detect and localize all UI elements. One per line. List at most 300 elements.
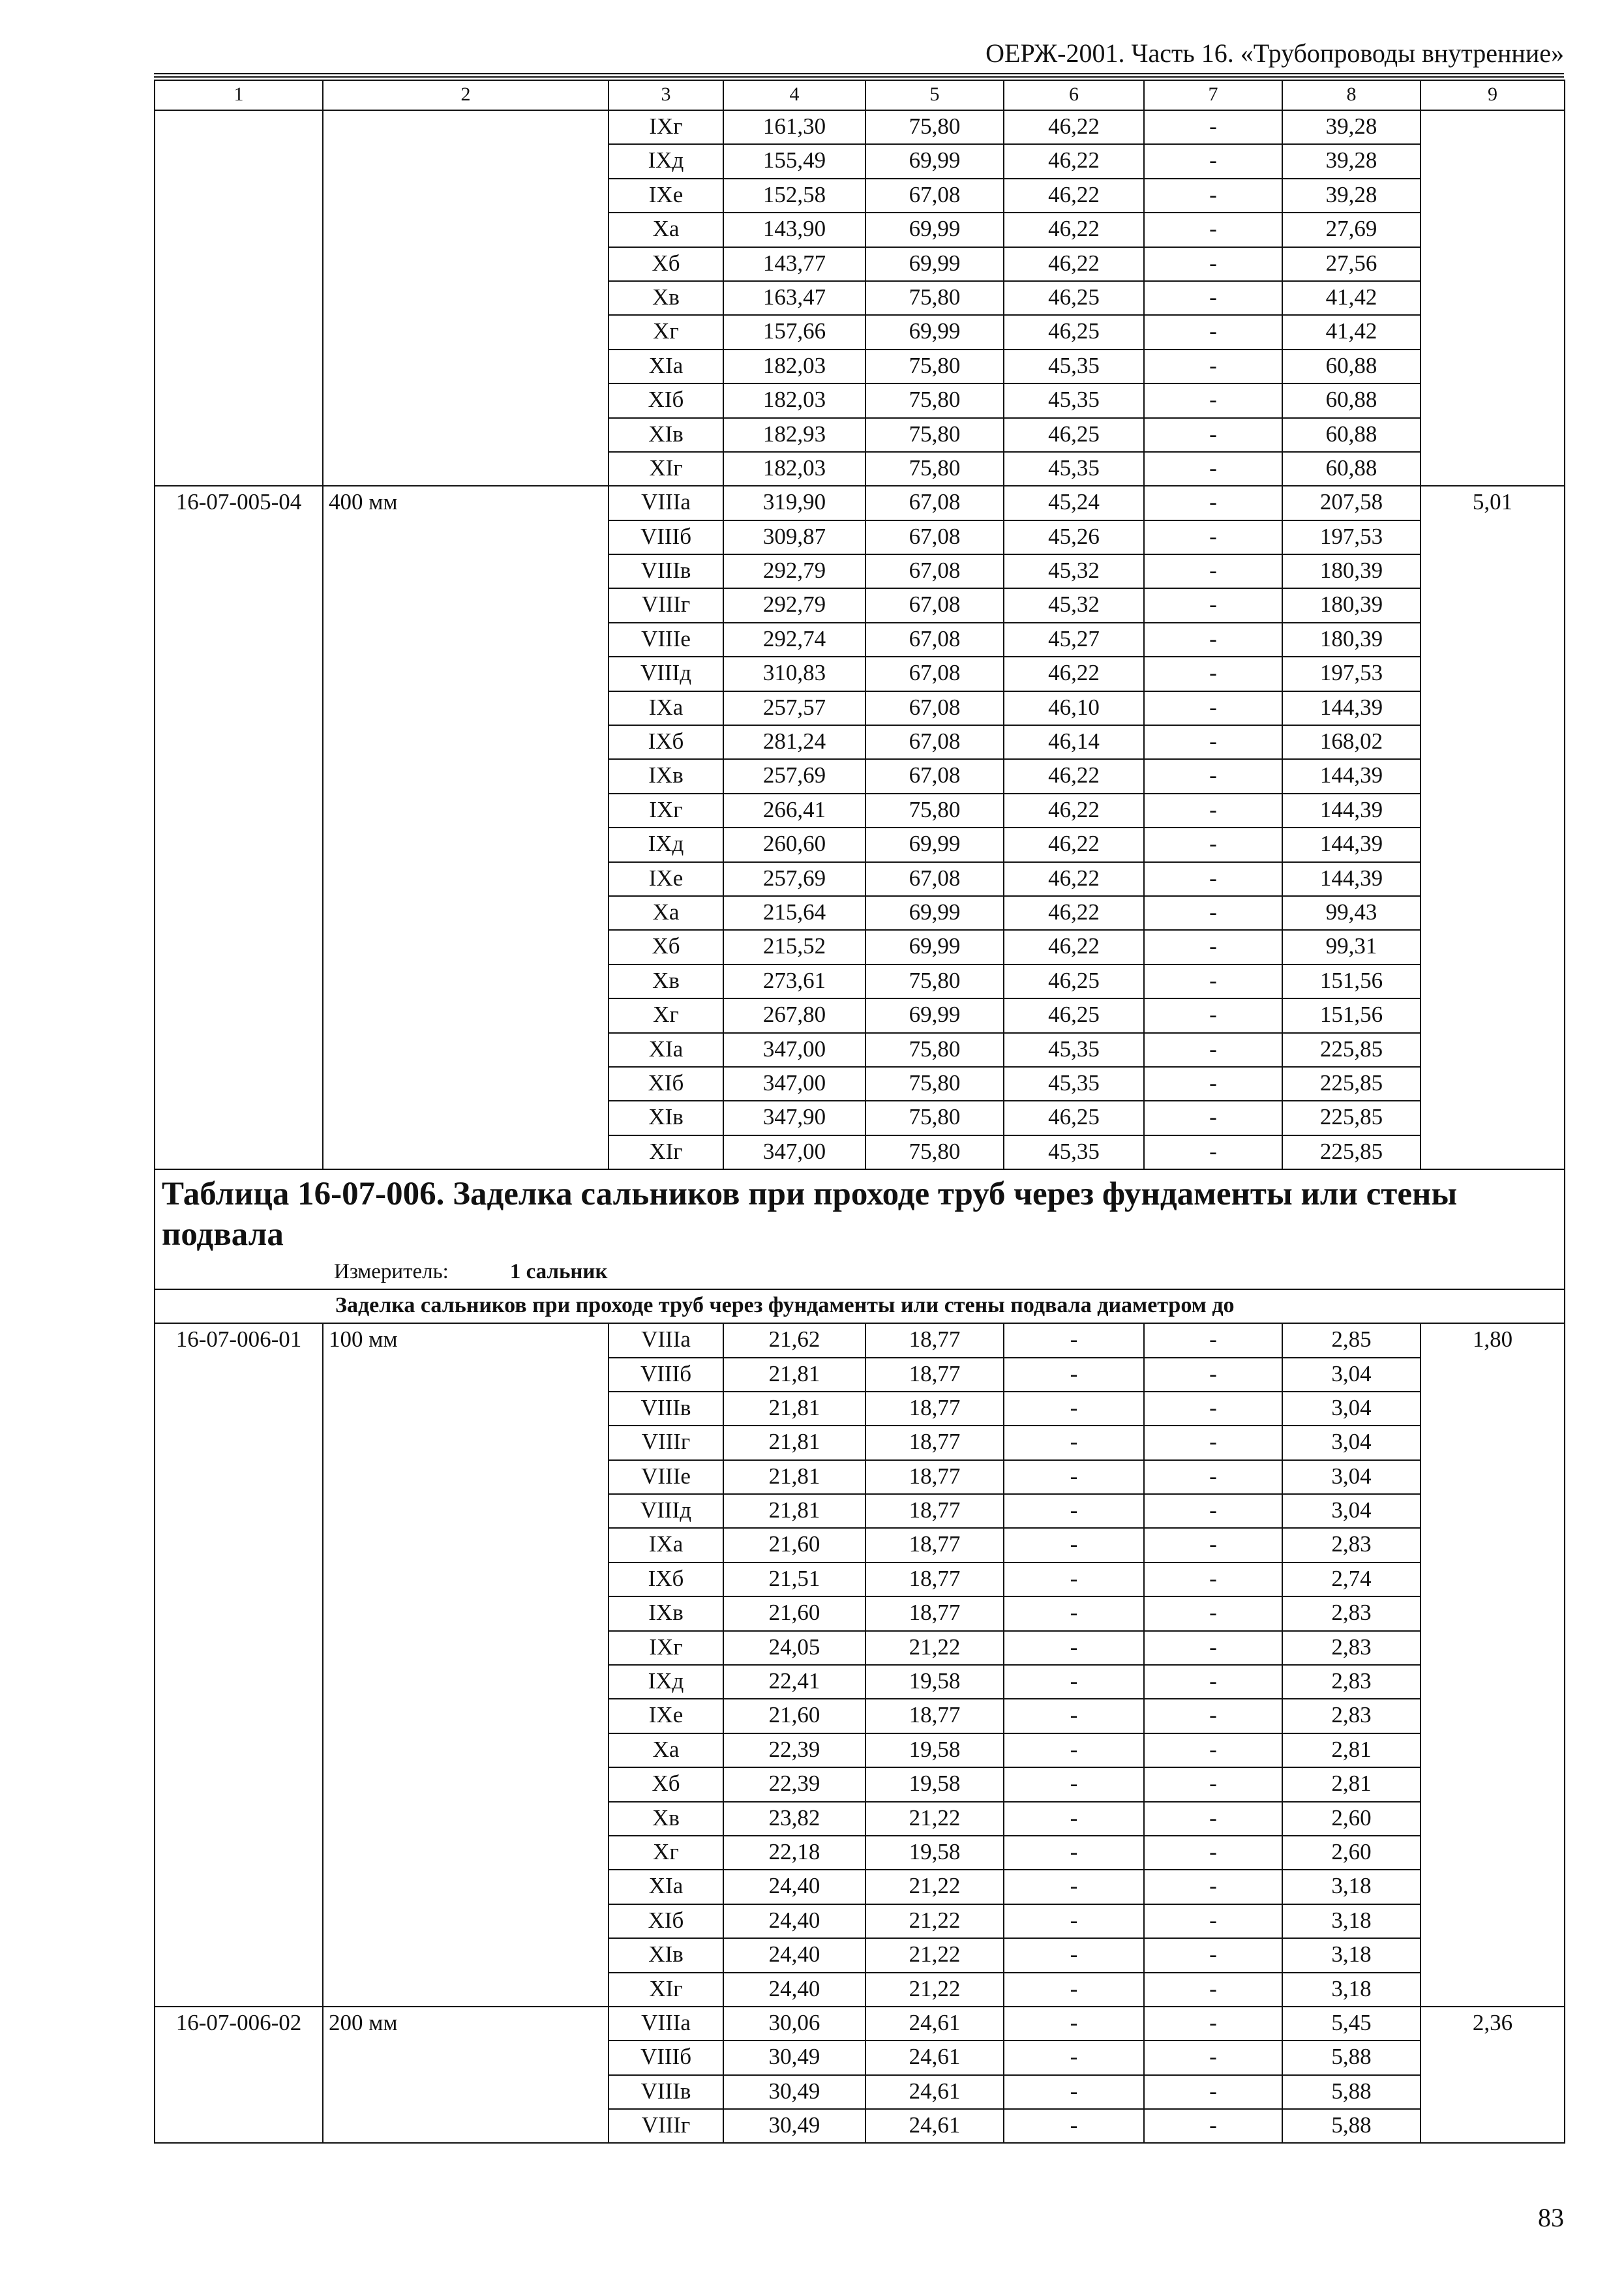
table-cell: -	[1144, 315, 1282, 349]
table-cell: -	[1004, 1460, 1144, 1494]
table-cell: 18,77	[865, 1596, 1004, 1630]
table-cell: 75,80	[865, 794, 1004, 828]
table-cell: 24,40	[723, 1938, 865, 1972]
table-cell: -	[1144, 2075, 1282, 2109]
table-cell: 18,77	[865, 1699, 1004, 1733]
table-cell: Xг	[609, 315, 723, 349]
column-number-row	[155, 80, 1565, 110]
table-cell: 46,22	[1004, 213, 1144, 247]
table-cell: -	[1144, 1101, 1282, 1135]
table-cell: 69,99	[865, 828, 1004, 861]
table-cell: 215,52	[723, 930, 865, 964]
table-cell: 21,22	[865, 1631, 1004, 1665]
table-cell: -	[1144, 862, 1282, 896]
table-row	[155, 2007, 1565, 2041]
table-cell: 67,08	[865, 179, 1004, 213]
norm-name: 100 мм	[323, 1323, 609, 2007]
table-cell: VIIIб	[609, 1358, 723, 1392]
section-title: Таблица 16-07-006. Заделка сальников при проходе труб через фундаменты или стены подвала	[162, 1176, 1458, 1253]
measure-line	[162, 1257, 1557, 1289]
table-cell: -	[1144, 691, 1282, 725]
table-cell: 2,83	[1282, 1596, 1421, 1630]
table-cell: VIIIв	[609, 2075, 723, 2109]
table-cell: 21,51	[723, 1563, 865, 1596]
table-cell: 257,69	[723, 759, 865, 793]
table-cell: Xб	[609, 930, 723, 964]
table-cell: -	[1144, 965, 1282, 998]
table-cell: 18,77	[865, 1426, 1004, 1459]
page-header-title: ОЕРЖ-2001. Часть 16. «Трубопроводы внутренние»	[985, 38, 1564, 68]
table-cell: 292,79	[723, 554, 865, 588]
table-cell: -	[1144, 657, 1282, 691]
table-cell: 21,22	[865, 1802, 1004, 1836]
table-cell: -	[1004, 1938, 1144, 1972]
table-cell: -	[1144, 520, 1282, 554]
table-cell: VIIIг	[609, 588, 723, 622]
table-cell: -	[1004, 2109, 1144, 2143]
table-cell: 45,24	[1004, 486, 1144, 520]
table-cell: -	[1144, 554, 1282, 588]
table-cell: XIa	[609, 350, 723, 383]
table-cell: 46,25	[1004, 998, 1144, 1032]
table-cell: 21,81	[723, 1460, 865, 1494]
table-cell: -	[1144, 110, 1282, 144]
norm-name	[323, 110, 609, 486]
table-cell: 3,04	[1282, 1460, 1421, 1494]
table-cell: 19,58	[865, 1733, 1004, 1767]
subheader-row	[155, 1289, 1565, 1323]
norm-col9-value: 1,80	[1421, 1323, 1565, 2007]
table-cell: 69,99	[865, 930, 1004, 964]
column-number: 2	[323, 80, 609, 110]
table-cell: -	[1144, 1802, 1282, 1836]
norm-name: 200 мм	[323, 2007, 609, 2144]
table-cell: 197,53	[1282, 520, 1421, 554]
table-cell: 39,28	[1282, 144, 1421, 178]
table-cell: 39,28	[1282, 110, 1421, 144]
table-cell: -	[1144, 418, 1282, 452]
table-cell: IXв	[609, 1596, 723, 1630]
table-cell: 46,22	[1004, 828, 1144, 861]
table-cell: -	[1144, 2041, 1282, 2074]
table-cell: VIIIa	[609, 486, 723, 520]
table-cell: 319,90	[723, 486, 865, 520]
table-cell: -	[1004, 1836, 1144, 1870]
table-cell: 18,77	[865, 1323, 1004, 1357]
table-cell: 292,74	[723, 623, 865, 657]
table-cell: 267,80	[723, 998, 865, 1032]
table-cell: -	[1144, 725, 1282, 759]
table-cell: Xa	[609, 896, 723, 930]
table-cell: 225,85	[1282, 1135, 1421, 1169]
table-cell: -	[1004, 1358, 1144, 1392]
table-cell: 21,60	[723, 1699, 865, 1733]
table-cell: 143,77	[723, 247, 865, 281]
table-cell: 60,88	[1282, 418, 1421, 452]
table-body-part1	[155, 80, 1565, 1169]
table-cell: 75,80	[865, 110, 1004, 144]
table-cell: 21,81	[723, 1426, 865, 1459]
section-title-row	[155, 1169, 1565, 1289]
table-cell: 24,40	[723, 1904, 865, 1938]
norm-col9-value: 5,01	[1421, 486, 1565, 1169]
table-cell: 2,74	[1282, 1563, 1421, 1596]
table-cell: VIIIa	[609, 2007, 723, 2041]
table-cell: -	[1144, 1767, 1282, 1801]
table-cell: 21,81	[723, 1494, 865, 1528]
norms-table	[154, 80, 1565, 2144]
table-cell: Xб	[609, 1767, 723, 1801]
table-cell: -	[1144, 1426, 1282, 1459]
table-cell: Xв	[609, 1802, 723, 1836]
table-cell: 67,08	[865, 691, 1004, 725]
table-cell: 67,08	[865, 588, 1004, 622]
table-cell: IXе	[609, 1699, 723, 1733]
table-cell: 45,35	[1004, 350, 1144, 383]
table-cell: 19,58	[865, 1665, 1004, 1699]
table-cell: 144,39	[1282, 794, 1421, 828]
table-cell: -	[1144, 998, 1282, 1032]
table-cell: Xб	[609, 247, 723, 281]
table-cell: -	[1004, 1733, 1144, 1767]
table-cell: 24,61	[865, 2109, 1004, 2143]
table-cell: 144,39	[1282, 862, 1421, 896]
table-cell: 22,18	[723, 1836, 865, 1870]
table-cell: IXд	[609, 828, 723, 861]
table-cell: 75,80	[865, 1067, 1004, 1101]
norm-code	[155, 110, 323, 486]
table-cell: 257,69	[723, 862, 865, 896]
table-cell: 21,22	[865, 1938, 1004, 1972]
table-cell: 22,39	[723, 1733, 865, 1767]
table-cell: -	[1144, 1973, 1282, 2007]
table-cell: 144,39	[1282, 691, 1421, 725]
table-cell: XIв	[609, 1101, 723, 1135]
table-cell: -	[1144, 486, 1282, 520]
table-cell: 30,06	[723, 2007, 865, 2041]
table-cell: -	[1144, 1067, 1282, 1101]
table-cell: IXе	[609, 862, 723, 896]
table-cell: -	[1144, 930, 1282, 964]
table-cell: 182,03	[723, 350, 865, 383]
table-cell: 67,08	[865, 657, 1004, 691]
table-cell: 3,04	[1282, 1392, 1421, 1426]
table-cell: 46,22	[1004, 247, 1144, 281]
table-cell: 24,40	[723, 1870, 865, 1904]
table-cell: 21,60	[723, 1596, 865, 1630]
table-cell: XIв	[609, 1938, 723, 1972]
table-cell: -	[1004, 1323, 1144, 1357]
table-cell: 18,77	[865, 1563, 1004, 1596]
table-cell: -	[1004, 1699, 1144, 1733]
table-cell: -	[1004, 2007, 1144, 2041]
table-cell: IXa	[609, 691, 723, 725]
table-cell: 151,56	[1282, 998, 1421, 1032]
table-cell: IXг	[609, 1631, 723, 1665]
table-cell: 2,83	[1282, 1631, 1421, 1665]
table-cell: 18,77	[865, 1460, 1004, 1494]
table-cell: 45,35	[1004, 1033, 1144, 1067]
table-body-part2	[155, 1323, 1565, 2143]
table-cell: 75,80	[865, 418, 1004, 452]
table-cell: 3,04	[1282, 1426, 1421, 1459]
table-cell: 260,60	[723, 828, 865, 861]
table-cell: -	[1144, 1528, 1282, 1562]
column-number: 6	[1004, 80, 1144, 110]
measure-value: 1 сальник	[509, 1260, 608, 1284]
table-cell: 266,41	[723, 794, 865, 828]
table-cell: -	[1144, 1135, 1282, 1169]
table-cell: 46,25	[1004, 315, 1144, 349]
table-cell: 24,61	[865, 2041, 1004, 2074]
table-cell: VIIIб	[609, 520, 723, 554]
table-cell: -	[1144, 2109, 1282, 2143]
table-cell: 182,03	[723, 383, 865, 417]
table-cell: 2,60	[1282, 1802, 1421, 1836]
table-cell: 27,56	[1282, 247, 1421, 281]
table-cell: -	[1004, 1528, 1144, 1562]
table-cell: IXб	[609, 725, 723, 759]
table-cell: 347,00	[723, 1033, 865, 1067]
table-cell: XIб	[609, 383, 723, 417]
table-cell: 67,08	[865, 520, 1004, 554]
table-cell: 24,61	[865, 2007, 1004, 2041]
table-cell: 225,85	[1282, 1033, 1421, 1067]
table-cell: -	[1144, 1631, 1282, 1665]
table-cell: 67,08	[865, 623, 1004, 657]
column-number: 3	[609, 80, 723, 110]
table-cell: 75,80	[865, 383, 1004, 417]
table-cell: -	[1144, 1665, 1282, 1699]
table-cell: VIIIг	[609, 1426, 723, 1459]
table-cell: IXг	[609, 794, 723, 828]
table-cell: 144,39	[1282, 828, 1421, 861]
section-title-cell	[155, 1169, 1565, 1289]
table-cell: 45,35	[1004, 383, 1144, 417]
table-cell: -	[1004, 1631, 1144, 1665]
table-cell: 67,08	[865, 725, 1004, 759]
table-cell: 257,57	[723, 691, 865, 725]
table-cell: 347,90	[723, 1101, 865, 1135]
table-cell: 163,47	[723, 281, 865, 315]
table-cell: 21,62	[723, 1323, 865, 1357]
table-cell: 75,80	[865, 350, 1004, 383]
table-row	[155, 1323, 1565, 1357]
table-cell: 69,99	[865, 315, 1004, 349]
table-cell: VIIIд	[609, 1494, 723, 1528]
table-cell: 75,80	[865, 1033, 1004, 1067]
table-cell: 27,69	[1282, 213, 1421, 247]
table-cell: -	[1144, 1460, 1282, 1494]
table-cell: 3,04	[1282, 1494, 1421, 1528]
table-cell: -	[1144, 896, 1282, 930]
table-cell: 45,35	[1004, 1135, 1144, 1169]
table-cell: 182,93	[723, 418, 865, 452]
table-cell: -	[1144, 1563, 1282, 1596]
table-cell: 152,58	[723, 179, 865, 213]
norm-code: 16-07-005-04	[155, 486, 323, 1169]
table-cell: 144,39	[1282, 759, 1421, 793]
table-cell: 60,88	[1282, 452, 1421, 486]
table-cell: -	[1144, 383, 1282, 417]
table-cell: VIIIд	[609, 657, 723, 691]
table-cell: -	[1144, 1904, 1282, 1938]
table-cell: 99,43	[1282, 896, 1421, 930]
table-cell: 207,58	[1282, 486, 1421, 520]
table-cell: -	[1004, 1870, 1144, 1904]
table-cell: 69,99	[865, 998, 1004, 1032]
table-cell: XIв	[609, 418, 723, 452]
norm-name: 400 мм	[323, 486, 609, 1169]
table-cell: IXд	[609, 1665, 723, 1699]
table-cell: 46,14	[1004, 725, 1144, 759]
table-cell: 67,08	[865, 759, 1004, 793]
table-cell: 182,03	[723, 452, 865, 486]
table-cell: 46,22	[1004, 862, 1144, 896]
table-cell: 75,80	[865, 1135, 1004, 1169]
table-cell: VIIIе	[609, 1460, 723, 1494]
table-cell: 69,99	[865, 247, 1004, 281]
table-cell: 197,53	[1282, 657, 1421, 691]
table-cell: IXд	[609, 144, 723, 178]
table-cell: -	[1144, 1836, 1282, 1870]
table-cell: 46,22	[1004, 794, 1144, 828]
column-number: 5	[865, 80, 1004, 110]
table-cell: 18,77	[865, 1528, 1004, 1562]
table-cell: -	[1144, 1033, 1282, 1067]
table-cell: Xг	[609, 1836, 723, 1870]
table-cell: XIб	[609, 1904, 723, 1938]
table-cell: 21,81	[723, 1392, 865, 1426]
table-cell: 2,81	[1282, 1767, 1421, 1801]
table-cell: 273,61	[723, 965, 865, 998]
table-cell: 3,18	[1282, 1870, 1421, 1904]
table-cell: 30,49	[723, 2109, 865, 2143]
table-cell: VIIIв	[609, 554, 723, 588]
table-cell: -	[1144, 350, 1282, 383]
table-cell: -	[1144, 1699, 1282, 1733]
table-cell: -	[1144, 1323, 1282, 1357]
table-cell: 155,49	[723, 144, 865, 178]
table-cell: 46,22	[1004, 144, 1144, 178]
table-cell: 46,22	[1004, 179, 1144, 213]
table-cell: 281,24	[723, 725, 865, 759]
table-cell: 21,22	[865, 1904, 1004, 1938]
table-cell: XIг	[609, 1973, 723, 2007]
table-cell: -	[1004, 2075, 1144, 2109]
table-cell: 41,42	[1282, 281, 1421, 315]
table-cell: 5,88	[1282, 2041, 1421, 2074]
table-cell: 347,00	[723, 1135, 865, 1169]
table-cell: 30,49	[723, 2075, 865, 2109]
table-cell: 39,28	[1282, 179, 1421, 213]
table-cell: -	[1144, 179, 1282, 213]
table-cell: 5,88	[1282, 2075, 1421, 2109]
table-cell: -	[1144, 623, 1282, 657]
table-cell: 75,80	[865, 281, 1004, 315]
table-cell: 215,64	[723, 896, 865, 930]
table-cell: -	[1144, 1870, 1282, 1904]
table-cell: 46,10	[1004, 691, 1144, 725]
table-cell: -	[1144, 213, 1282, 247]
table-cell: -	[1144, 144, 1282, 178]
table-cell: 69,99	[865, 144, 1004, 178]
table-cell: 46,25	[1004, 281, 1144, 315]
column-number: 4	[723, 80, 865, 110]
table-cell: Xa	[609, 1733, 723, 1767]
table-cell: 46,22	[1004, 657, 1144, 691]
table-cell: 24,40	[723, 1973, 865, 2007]
table-cell: 292,79	[723, 588, 865, 622]
table-cell: 60,88	[1282, 350, 1421, 383]
table-cell: 180,39	[1282, 623, 1421, 657]
norm-code: 16-07-006-02	[155, 2007, 323, 2144]
table-cell: 180,39	[1282, 588, 1421, 622]
table-cell: 75,80	[865, 965, 1004, 998]
table-cell: -	[1144, 247, 1282, 281]
table-cell: 3,18	[1282, 1938, 1421, 1972]
table-cell: 69,99	[865, 213, 1004, 247]
table-cell: 143,90	[723, 213, 865, 247]
table-cell: -	[1004, 2041, 1144, 2074]
table-cell: 5,45	[1282, 2007, 1421, 2041]
table-cell: 168,02	[1282, 725, 1421, 759]
table-cell: XIa	[609, 1870, 723, 1904]
table-cell: 46,22	[1004, 896, 1144, 930]
table-cell: VIIIб	[609, 2041, 723, 2074]
table-cell: -	[1004, 1665, 1144, 1699]
table-cell: 21,22	[865, 1870, 1004, 1904]
measure-label: Измеритель:	[334, 1260, 449, 1284]
table-cell: 21,60	[723, 1528, 865, 1562]
table-cell: 46,25	[1004, 965, 1144, 998]
table-cell: 161,30	[723, 110, 865, 144]
table-cell: -	[1004, 1426, 1144, 1459]
column-number: 7	[1144, 80, 1282, 110]
table-cell: 46,22	[1004, 759, 1144, 793]
table-cell: XIa	[609, 1033, 723, 1067]
table-cell: -	[1004, 1563, 1144, 1596]
table-cell: 46,22	[1004, 110, 1144, 144]
table-cell: 347,00	[723, 1067, 865, 1101]
table-cell: -	[1144, 828, 1282, 861]
header-rule	[154, 73, 1564, 78]
table-cell: VIIIa	[609, 1323, 723, 1357]
table-cell: 24,61	[865, 2075, 1004, 2109]
table-cell: -	[1144, 588, 1282, 622]
column-number: 8	[1282, 80, 1421, 110]
table-cell: 2,85	[1282, 1323, 1421, 1357]
table-cell: 30,49	[723, 2041, 865, 2074]
table-cell: 23,82	[723, 1802, 865, 1836]
table-cell: 3,04	[1282, 1358, 1421, 1392]
table-cell: -	[1144, 281, 1282, 315]
table-cell: 45,26	[1004, 520, 1144, 554]
table-cell: 24,05	[723, 1631, 865, 1665]
table-cell: 310,83	[723, 657, 865, 691]
table-cell: IXе	[609, 179, 723, 213]
norm-code: 16-07-006-01	[155, 1323, 323, 2007]
table-cell: IXб	[609, 1563, 723, 1596]
table-cell: 46,25	[1004, 418, 1144, 452]
table-cell: 3,18	[1282, 1973, 1421, 2007]
table-cell: 18,77	[865, 1392, 1004, 1426]
table-cell: 3,18	[1282, 1904, 1421, 1938]
norm-col9-value	[1421, 110, 1565, 486]
table-cell: 180,39	[1282, 554, 1421, 588]
table-cell: IXв	[609, 759, 723, 793]
table-cell: -	[1004, 1802, 1144, 1836]
